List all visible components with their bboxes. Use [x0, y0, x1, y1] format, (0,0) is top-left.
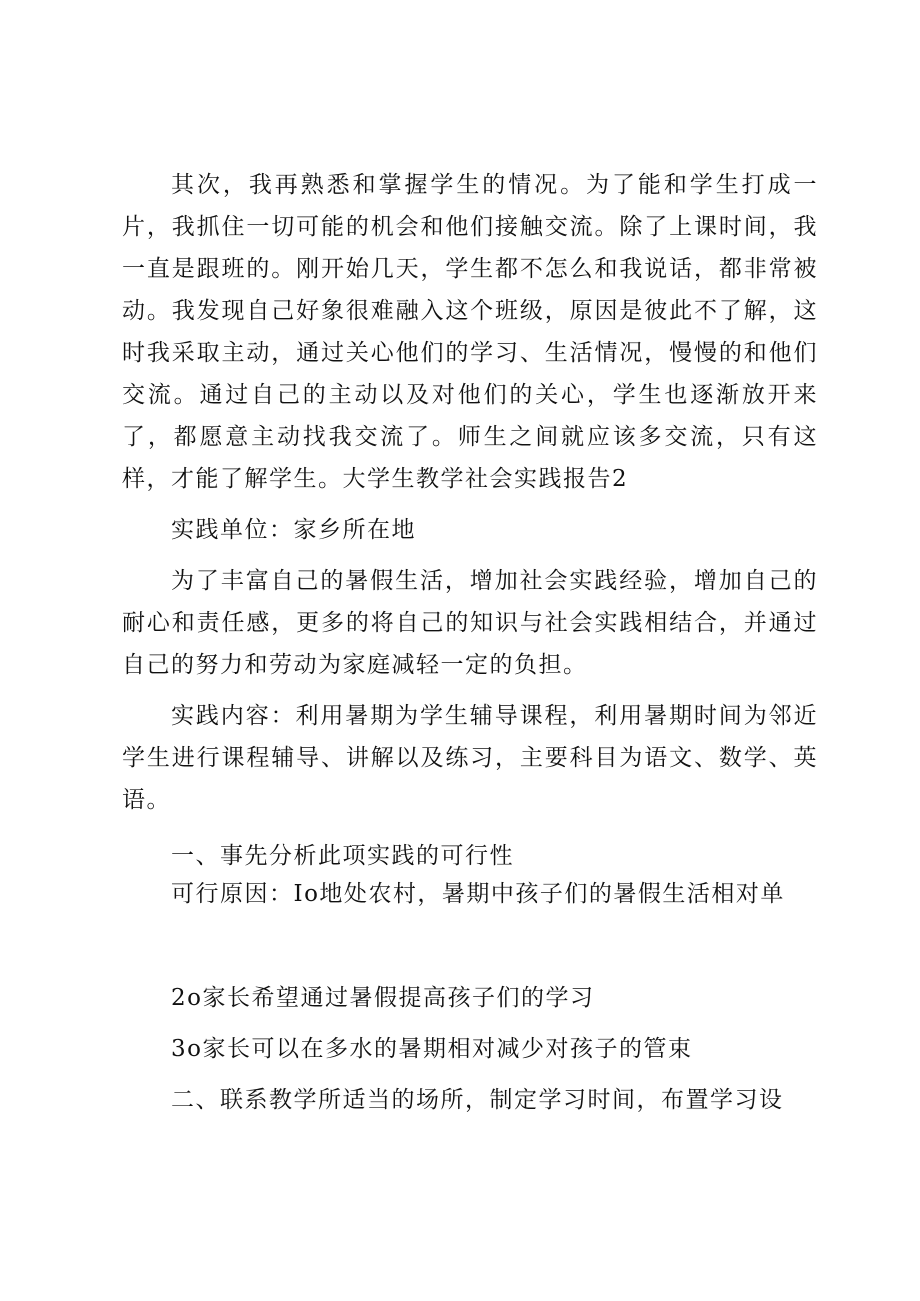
paragraph-practice-unit: 实践单位：家乡所在地 — [171, 517, 416, 543]
document-body — [122, 164, 818, 1121]
paragraph-purpose: 为了丰富自己的暑假生活，增加社会实践经验，增加自己的耐心和责任感，更多的将自己的知识与社会实践相结合，并通过自己的努力和劳动为家庭减轻一定的负担。 — [122, 568, 818, 678]
paragraph-feasible-reason: 可行原因：Io地处农村，暑期中孩子们的暑假生活相对单 — [171, 881, 785, 907]
section-heading-venue: 二、联系教学所适当的场所，制定学习时间，布置学习设 — [171, 1087, 784, 1113]
list-item-parents-supervision: 3o家长可以在多水的暑期相对减少对孩子的管束 — [171, 1036, 693, 1062]
list-item-parents-hope: 2o家长希望通过暑假提高孩子们的学习 — [171, 985, 595, 1011]
section-heading-feasibility: 一、事先分析此项实践的可行性 — [171, 843, 514, 869]
paragraph-practice-content: 实践内容：利用暑期为学生辅导课程，利用暑期时间为邻近学生进行课程辅导、讲解以及练习，主要科目为语文、数学、英语。 — [122, 703, 818, 813]
paragraph-student-situation: 其次，我再熟悉和掌握学生的情况。为了能和学生打成一片，我抓住一切可能的机会和他们接触交流。除了上课时间，我一直是跟班的。刚开始几天，学生都不怎么和我说话，都非常被动。我发现自己好象很难融入这个班级，原因是彼此不了解，这时我采取主动，通过关心他们的学习、生活情况，慢慢的和他们交流。通过自己的主动以及对他们的关心，学生也逐渐放开来了，都愿意主动找我交流了。师生之间就应该多交流，只有这样，才能了解学生。大学生教学社会实践报告2 — [122, 172, 818, 492]
